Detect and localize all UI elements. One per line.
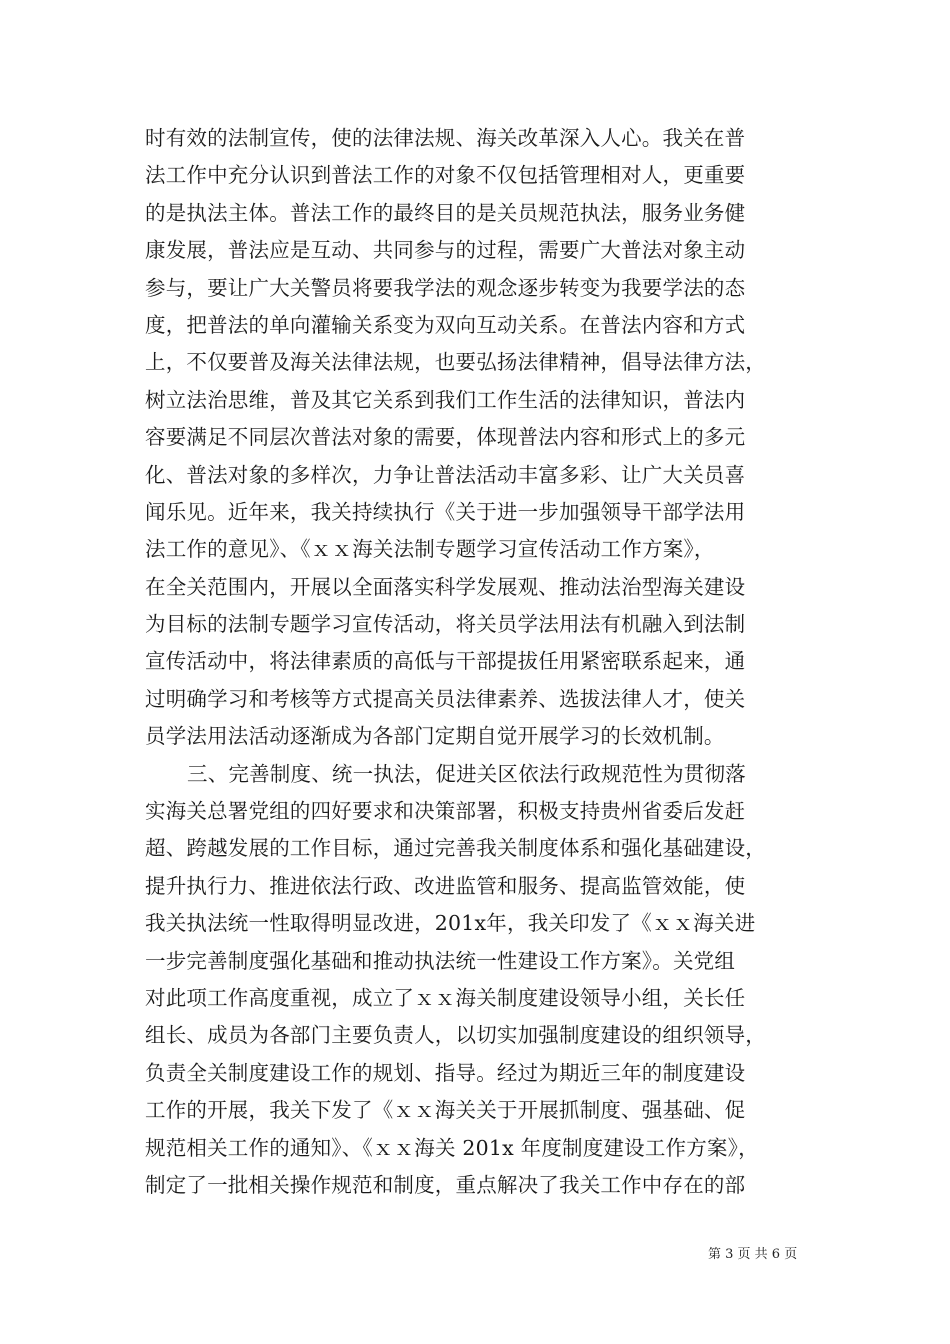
text-line: 超、跨越发展的工作目标，通过完善我关制度体系和强化基础建设，: [145, 836, 766, 861]
text-line: 参与，要让广大关警员将要我学法的观念逐步转变为我要学法的态: [145, 275, 746, 300]
text-line: 员学法用法活动逐渐成为各部门定期自觉开展学习的长效机制。: [145, 724, 725, 749]
text-line: 化、普法对象的多样次，力争让普法活动丰富多彩、让广大关员喜: [145, 462, 746, 487]
text-line: 宣传活动中，将法律素质的高低与干部提拔任用紧密联系起来，通: [145, 649, 746, 674]
text-line: 规范相关工作的通知》、《ｘｘ海关 201x 年度制度建设工作方案》，: [145, 1135, 759, 1160]
text-line: 闻乐见。近年来，我关持续执行《关于进一步加强领导干部学法用: [145, 499, 746, 524]
text-line: 制定了一批相关操作规范和制度，重点解决了我关工作中存在的部: [145, 1172, 746, 1197]
text-line: 在全关范围内，开展以全面落实科学发展观、推动法治型海关建设: [145, 574, 746, 599]
text-line: 时有效的法制宣传，使的法律法规、海关改革深入人心。我关在普: [145, 126, 746, 150]
text-line: 负责全关制度建设工作的规划、指导。经过为期近三年的制度建设: [145, 1060, 746, 1085]
text-line: 上，不仅要普及海关法律法规，也要弘扬法律精神，倡导法律方法，: [145, 350, 766, 375]
text-line: 康发展，普法应是互动、共同参与的过程，需要广大普法对象主动: [145, 238, 746, 263]
text-line: 一步完善制度强化基础和推动执法统一性建设工作方案》。关党组: [145, 948, 736, 973]
text-line: 的是执法主体。普法工作的最终目的是关员规范执法，服务业务健: [145, 200, 746, 225]
text-line: 度，把普法的单向灌输关系变为双向互动关系。在普法内容和方式: [145, 312, 746, 337]
text-line: 法工作的意见》、《ｘｘ海关法制专题学习宣传活动工作方案》，: [145, 537, 715, 562]
text-line: 组长、成员为各部门主要负责人，以切实加强制度建设的组织领导，: [145, 1023, 766, 1048]
text-line: 为目标的法制专题学习宣传活动，将关员学法用法有机融入到法制: [145, 612, 746, 637]
text-line: 对此项工作高度重视，成立了ｘｘ海关制度建设领导小组，关长任: [145, 985, 746, 1010]
text-line: 容要满足不同层次普法对象的需要，体现普法内容和形式上的多元: [145, 425, 746, 450]
text-line: 过明确学习和考核等方式提高关员法律素养、选拔法律人才，使关: [145, 686, 746, 711]
text-line: 树立法治思维，普及其它关系到我们工作生活的法律知识，普法内: [145, 387, 746, 412]
text-line: 提升执行力、推进依法行政、改进监管和服务、提高监管效能，使: [145, 873, 746, 898]
text-line: 实海关总署党组的四好要求和决策部署，积极支持贵州省委后发赶: [145, 799, 746, 824]
text-line: 工作的开展，我关下发了《ｘｘ海关关于开展抓制度、强基础、促: [145, 1098, 746, 1123]
text-line: 我关执法统一性取得明显改进，201x年，我关印发了《ｘｘ海关进: [145, 911, 756, 936]
section-heading-line: 三、完善制度、统一执法，促进关区依法行政规范性为贯彻落: [187, 761, 746, 786]
body-text: [145, 120, 805, 1204]
text-line: 法工作中充分认识到普法工作的对象不仅包括管理相对人，更重要: [145, 163, 746, 188]
page-number: 第 3 页 共 6 页: [708, 1247, 798, 1262]
